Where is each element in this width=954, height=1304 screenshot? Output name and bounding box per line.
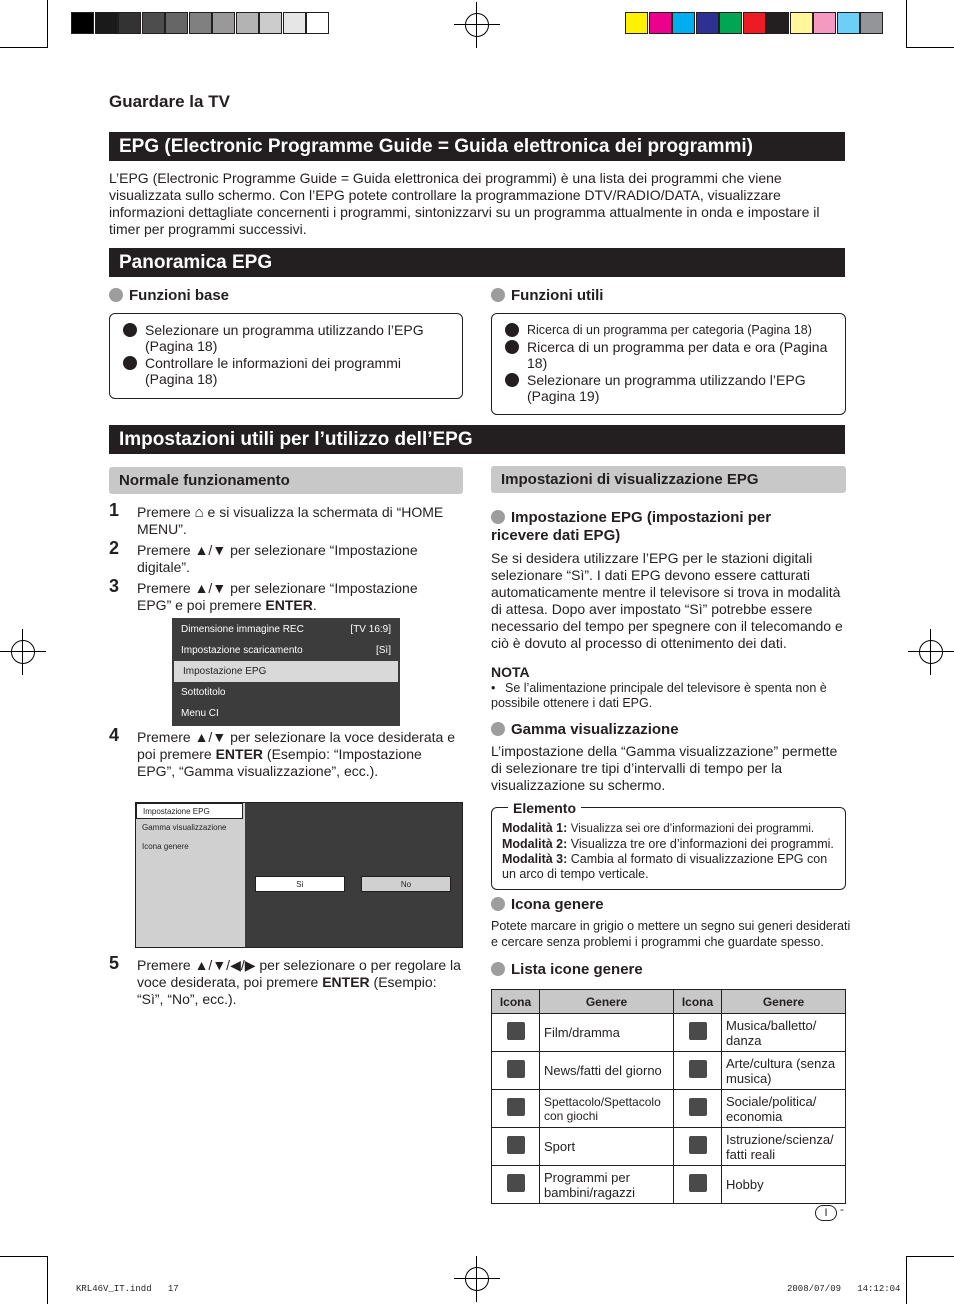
genre-cell: Hobby bbox=[722, 1166, 846, 1204]
bullet-icon bbox=[491, 962, 505, 976]
settings-list-panel bbox=[136, 803, 245, 947]
menu-row[interactable]: Menu CI bbox=[181, 708, 219, 719]
genre-icon-table bbox=[491, 989, 846, 1204]
settings-menu-screenshot bbox=[172, 618, 400, 726]
menu-row[interactable]: Sottotitolo bbox=[181, 687, 226, 698]
crop-mark bbox=[47, 1256, 48, 1304]
sport-genre-icon bbox=[507, 1136, 525, 1154]
show-genre-icon bbox=[507, 1098, 525, 1116]
genre-icon-heading: Icona genere bbox=[491, 896, 604, 913]
genre-cell: Programmi per bambini/ragazzi bbox=[540, 1166, 674, 1204]
crop-mark bbox=[906, 1256, 954, 1257]
useful-heading-text: Funzioni utili bbox=[511, 287, 604, 304]
color-swatch bbox=[95, 12, 118, 34]
home-icon: ⌂ bbox=[194, 504, 204, 521]
step-number: 3 bbox=[109, 576, 120, 596]
crop-mark bbox=[0, 47, 48, 48]
genre-cell: Musica/balletto/ danza bbox=[722, 1014, 846, 1052]
color-swatch bbox=[236, 12, 259, 34]
registration-mark-icon bbox=[908, 629, 954, 675]
crop-mark bbox=[906, 47, 954, 48]
step-number: 4 bbox=[109, 725, 120, 745]
list-item: Ricerca di un programma per data e ora (Pagina 18) bbox=[527, 339, 832, 371]
hobby-genre-icon bbox=[689, 1174, 707, 1192]
genre-cell: Istruzione/scienza/ fatti reali bbox=[722, 1128, 846, 1166]
epg-settings-screenshot bbox=[135, 802, 463, 948]
color-swatch bbox=[860, 12, 883, 34]
list-item: Controllare le informazioni dei programmi (Pagina 18) bbox=[145, 355, 445, 387]
color-swatch bbox=[813, 12, 836, 34]
color-swatch bbox=[625, 12, 648, 34]
step-3-text: Premere ▲/▼ per selezionare “Impostazione EPG” e poi premere ENTER. bbox=[137, 580, 418, 613]
epg-setting-heading: Impostazione EPG (impostazioni per ricevere dati EPG) bbox=[491, 509, 772, 544]
table-row bbox=[492, 1166, 846, 1204]
crop-mark bbox=[906, 0, 907, 48]
color-swatch bbox=[672, 12, 695, 34]
overview-title: Panoramica EPG bbox=[109, 248, 845, 277]
color-swatch bbox=[719, 12, 742, 34]
column-header: Icona bbox=[492, 990, 540, 1014]
table-row bbox=[492, 1090, 846, 1128]
epg-setting-text: Se si desidera utilizzare l’EPG per le stazioni digitali selezionare “Sì”. I dati EPG devono essere catturati automaticamente mentre il televisore si trova in modalità di attesa. Dopo aver impostato “Sì” potrebbe essere necessario del tempo per spegnere con il telecomando e ciò è dovuto al processo di ottenimento dei dati. bbox=[491, 550, 843, 651]
children-genre-icon bbox=[507, 1174, 525, 1192]
normal-operation-heading: Normale funzionamento bbox=[109, 467, 463, 494]
color-swatch bbox=[212, 12, 235, 34]
element-rows bbox=[502, 821, 837, 882]
range-text: L’impostazione della “Gamma visualizzazione” permette di selezionare tre tipi d’intervalli di tempo per la visualizzazione su schermo. bbox=[491, 743, 838, 793]
table-row bbox=[492, 1014, 846, 1052]
table-row bbox=[492, 1052, 846, 1090]
color-swatch bbox=[743, 12, 766, 34]
menu-row[interactable]: Impostazione scaricamento [Sì] bbox=[181, 645, 391, 656]
crop-mark bbox=[0, 1256, 48, 1257]
display-settings-heading: Impostazioni di visualizzazione EPG bbox=[491, 466, 846, 493]
genre-cell: News/fatti del giorno bbox=[540, 1052, 674, 1090]
menu-item[interactable]: Icona genere bbox=[142, 842, 189, 851]
column-header: Genere bbox=[722, 990, 846, 1014]
note-heading: NOTA bbox=[491, 664, 530, 680]
color-swatch bbox=[142, 12, 165, 34]
table-row bbox=[492, 1128, 846, 1166]
page-letter-badge: I bbox=[815, 1205, 837, 1221]
color-swatch bbox=[306, 12, 329, 34]
useful-functions-box bbox=[491, 313, 846, 415]
element-box bbox=[491, 800, 846, 890]
color-swatch bbox=[837, 12, 860, 34]
epg-title: EPG (Electronic Programme Guide = Guida elettronica dei programmi) bbox=[109, 132, 845, 161]
useful-functions-heading bbox=[491, 287, 603, 304]
step-number: 5 bbox=[109, 953, 120, 973]
table-header-row bbox=[492, 990, 846, 1014]
epg-intro: L’EPG (Electronic Programme Guide = Guida elettronica dei programmi) è una lista dei programmi che viene visualizzata sullo schermo. Con l’EPG potete controllare la programmazione DTV/RADIO/DATA, visualizzare informazioni dettagliate concernenti i programmi, sintonizzarvi su un programma attualmente in onda e impostare il timer per programmi successivi. bbox=[109, 170, 820, 237]
step-1-text: Premere ⌂ e si visualizza la schermata di “HOME MENU”. bbox=[137, 504, 444, 537]
news-genre-icon bbox=[507, 1060, 525, 1078]
range-heading: Gamma visualizzazione bbox=[491, 721, 679, 738]
registration-mark-icon bbox=[454, 2, 500, 48]
color-swatch bbox=[189, 12, 212, 34]
page-dash: - bbox=[840, 1202, 844, 1216]
mode-1: Modalità 1: Visualizza sei ore d’informazioni dei programmi. bbox=[502, 821, 815, 835]
color-swatch bbox=[790, 12, 813, 34]
step-2-text: Premere ▲/▼ per selezionare “Impostazione digitale”. bbox=[137, 542, 418, 575]
film-genre-icon bbox=[507, 1022, 525, 1040]
step-5-text: Premere ▲/▼/◀/▶ per selezionare o per regolare la voce desiderata, poi premere ENTER (Esempio: “Sì”, “No”, ecc.). bbox=[137, 957, 461, 1007]
genre-list-heading: Lista icone genere bbox=[491, 961, 643, 978]
color-swatch bbox=[766, 12, 789, 34]
genre-cell: Arte/cultura (senza musica) bbox=[722, 1052, 846, 1090]
menu-item-selected[interactable]: Impostazione EPG bbox=[136, 803, 243, 819]
education-genre-icon bbox=[689, 1136, 707, 1154]
bullet-icon bbox=[491, 288, 505, 302]
bullet-icon bbox=[491, 897, 505, 911]
bullet-icon bbox=[109, 288, 123, 302]
bullet-icon bbox=[491, 510, 505, 524]
settings-title: Impostazioni utili per l’utilizzo dell’EPG bbox=[109, 425, 845, 454]
bullet-icon bbox=[491, 722, 505, 736]
genre-cell: Film/dramma bbox=[540, 1014, 674, 1052]
color-swatch bbox=[649, 12, 672, 34]
step-number: 1 bbox=[109, 500, 120, 520]
column-header: Icona bbox=[674, 990, 722, 1014]
date-slug: 2008/07/09 14:12:04 bbox=[787, 1284, 901, 1294]
genre-icon-text: Potete marcare in grigio o mettere un segno sui generi desiderati e cercare senza problemi i programmi che guardate spesso. bbox=[491, 919, 851, 949]
menu-row-selected[interactable]: Impostazione EPG bbox=[174, 661, 398, 682]
element-heading: Elemento bbox=[508, 800, 581, 816]
genre-cell: Spettacolo/Spettacolo con giochi bbox=[540, 1090, 674, 1128]
arts-genre-icon bbox=[689, 1060, 707, 1078]
base-functions-heading bbox=[109, 287, 229, 304]
note-text: • Se l’alimentazione principale del televisore è spenta non è possibile ottenere i dati EPG. bbox=[491, 681, 827, 710]
color-swatch bbox=[283, 12, 306, 34]
crop-mark bbox=[47, 0, 48, 48]
file-slug: KRL46V_IT.indd 17 bbox=[76, 1284, 179, 1294]
color-swatch bbox=[696, 12, 719, 34]
color-swatch bbox=[165, 12, 188, 34]
crop-mark bbox=[906, 1256, 907, 1304]
list-item: Selezionare un programma utilizzando l’EPG (Pagina 18) bbox=[145, 322, 445, 354]
color-swatch bbox=[118, 12, 141, 34]
music-genre-icon bbox=[689, 1022, 707, 1040]
yes-button[interactable]: Sì bbox=[255, 876, 345, 892]
list-item: Selezionare un programma utilizzando l’EPG (Pagina 19) bbox=[527, 372, 832, 404]
step-4-text: Premere ▲/▼ per selezionare la voce desiderata e poi premere ENTER (Esempio: “Impostazione EPG”, “Gamma visualizzazione”, ecc.). bbox=[137, 729, 455, 779]
mode-3: Modalità 3: Cambia al formato di visualizzazione EPG con un arco di tempo verticale. bbox=[502, 852, 828, 881]
base-functions-box bbox=[109, 313, 463, 399]
menu-item[interactable]: Gamma visualizzazione bbox=[142, 823, 227, 832]
base-heading-text: Funzioni base bbox=[129, 287, 230, 304]
step-number: 2 bbox=[109, 538, 120, 558]
list-item: Ricerca di un programma per categoria (Pagina 18) bbox=[527, 322, 832, 338]
mode-2: Modalità 2: Visualizza tre ore d’informazioni dei programmi. bbox=[502, 837, 834, 851]
genre-cell: Sociale/politica/ economia bbox=[722, 1090, 846, 1128]
section-label: Guardare la TV bbox=[109, 92, 230, 111]
no-button[interactable]: No bbox=[361, 876, 451, 892]
social-genre-icon bbox=[689, 1098, 707, 1116]
color-swatch bbox=[71, 12, 94, 34]
genre-cell: Sport bbox=[540, 1128, 674, 1166]
registration-mark-icon bbox=[454, 1256, 500, 1302]
color-swatch bbox=[259, 12, 282, 34]
column-header: Genere bbox=[540, 990, 674, 1014]
registration-mark-icon bbox=[0, 629, 46, 675]
menu-row[interactable]: Dimensione immagine REC [TV 16:9] bbox=[181, 624, 391, 635]
